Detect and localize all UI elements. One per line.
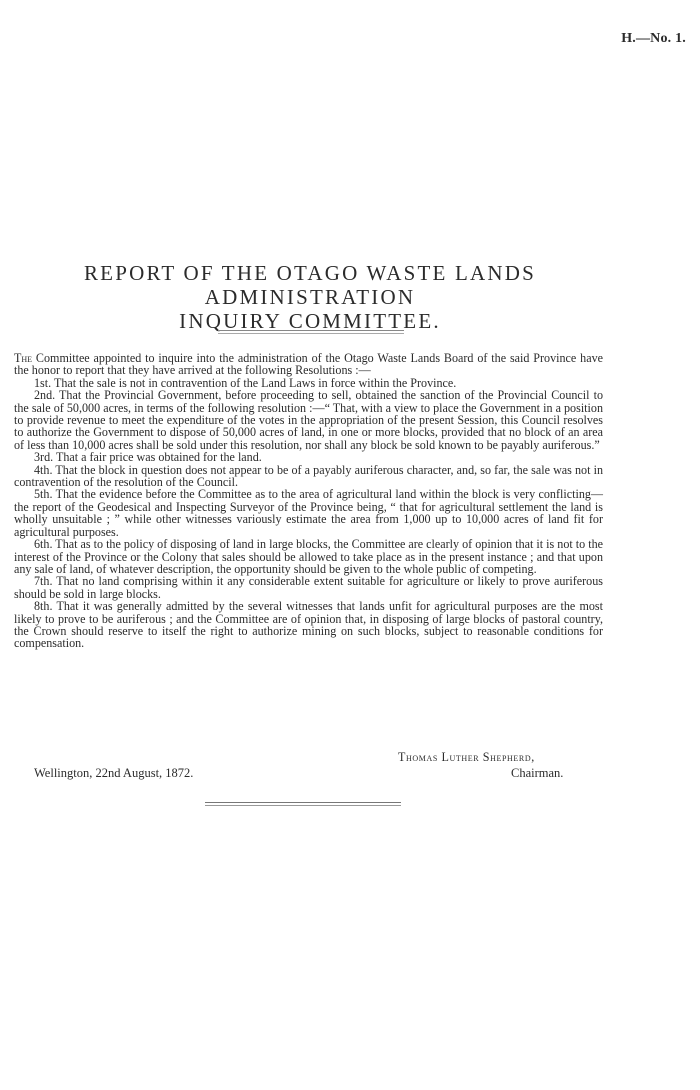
title-divider-rule xyxy=(218,330,404,331)
resolution-7: 7th. That no land comprising within it any considerable extent suitable for agriculture or likely to prove auriferous should be sold in large blocks. xyxy=(14,574,603,601)
intro-text: Committee appointed to inquire into the administration of the Otago Waste Lands Board of the said Province have the honor to report that they have arrived at the following Resolutions :— xyxy=(14,351,603,378)
intro-first-word: The xyxy=(14,351,33,365)
resolution-2: 2nd. That the Provincial Government, before proceeding to sell, obtained the sanction of the Provincial Council to the sale of 50,000 acres, in terms of the following resolution :—“ That, with a view to place the Government in a position to provide revenue to meet the expenditure of the votes in the appropriation of the present Session, this Council resolves to authorize the Government to dispose of 50,000 acres of land, in one or more blocks, provided that no block of an area of less than 10,000 acres shall be sold under this resolution, nor shall any block be sold known to be payably auriferous.” xyxy=(14,388,603,452)
report-title xyxy=(0,261,620,333)
signatory-role: Chairman. xyxy=(511,766,564,780)
resolution-5: 5th. That the evidence before the Committee as to the area of agricultural land within the block is very conflicting—the report of the Geodesical and Inspecting Surveyor of the Province being, “ that for agricultural settlement the land is wholly unsuitable ; ” while other witnesses variously estimate the area from 1,000 up to 10,000 acres of land fit for agricultural purposes. xyxy=(14,487,603,539)
report-body xyxy=(14,352,603,650)
report-title-line-1: REPORT OF THE OTAGO WASTE LANDS ADMINISTRATION xyxy=(83,261,537,309)
signatory-name: Thomas Luther Shepherd, xyxy=(398,750,535,764)
resolution-1: 1st. That the sale is not in contravention of the Land Laws in force within the Province. xyxy=(34,375,457,390)
resolution-3: 3rd. That a fair price was obtained for the land. xyxy=(34,450,262,465)
signing-date: Wellington, 22nd August, 1872. xyxy=(34,766,194,780)
resolution-4: 4th. That the block in question does not appear to be of a payably auriferous character, and, so far, the sale was not in contravention of the resolution of the Council. xyxy=(14,462,603,490)
resolution-6: 6th. That as to the policy of disposing of land in large blocks, the Committee are clearly of opinion that it is not to the interest of the Province or the Colony that sales should be allowed to take place as in the present instance ; and that upon any sale of land, of whatever description, the opportunity should be given to the whole public of competing. xyxy=(14,537,603,576)
report-title-line-2: INQUIRY COMMITTEE. xyxy=(179,309,441,333)
intro-paragraph xyxy=(14,352,603,377)
closing-divider-rule xyxy=(205,802,401,803)
page-reference: H.—No. 1. xyxy=(621,31,686,46)
resolution-8: 8th. That it was generally admitted by the several witnesses that lands unfit for agricultural purposes are the most likely to prove to be auriferous ; and the Committee are of opinion that, in disposing of large blocks of pastoral country, the Crown should reserve to itself the right to authorize mining on such blocks, subject to reasonable conditions for compensation. xyxy=(14,599,603,651)
